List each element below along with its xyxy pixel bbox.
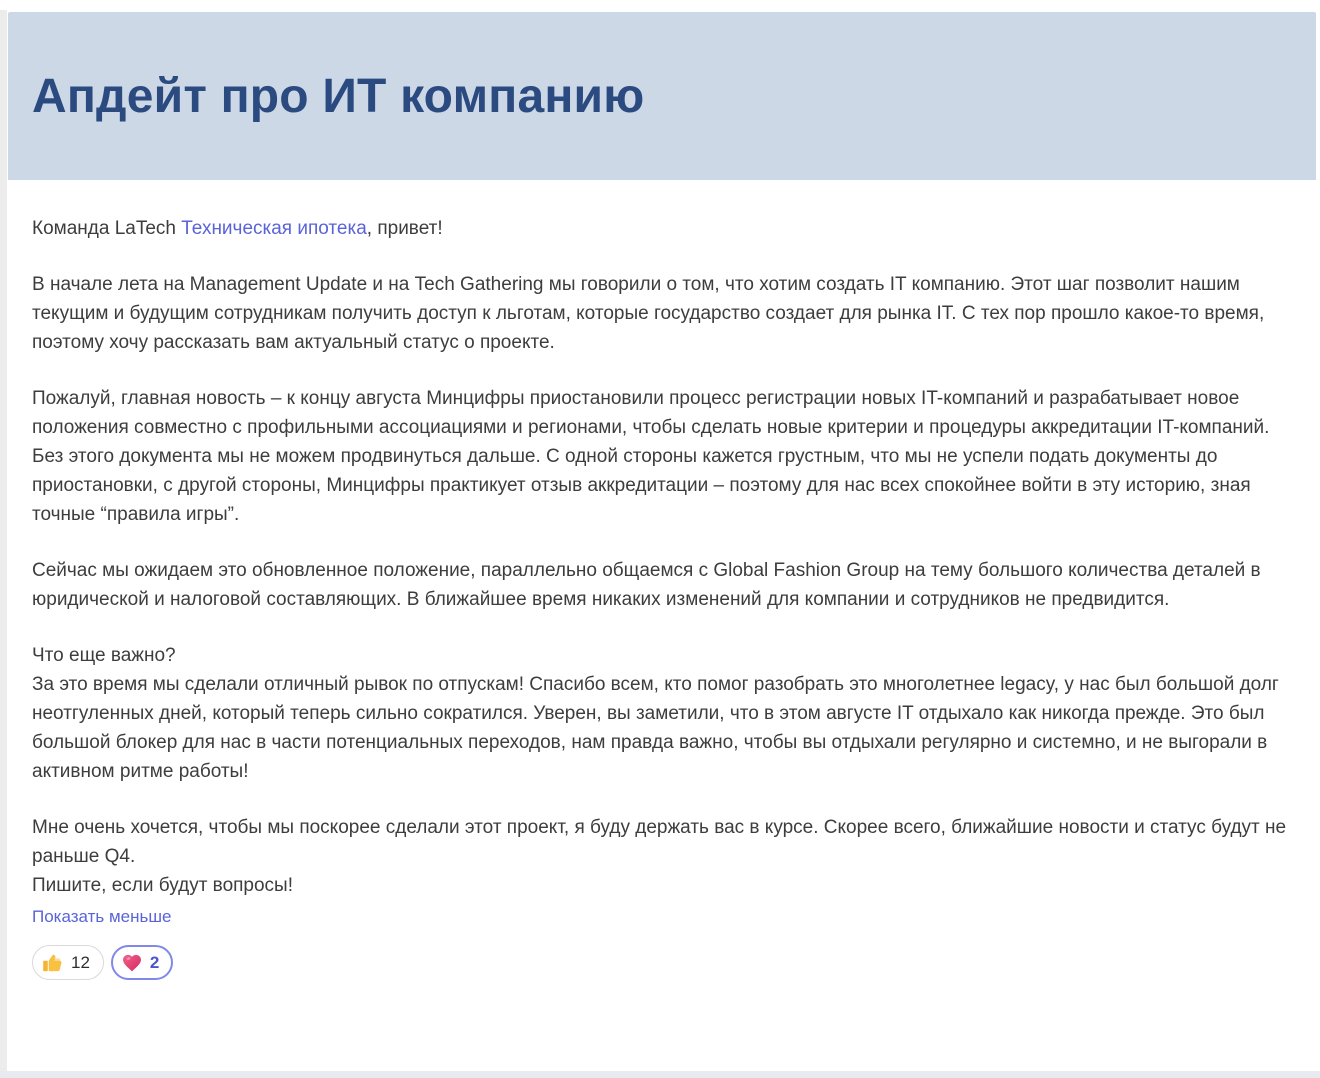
heart-count: 2 (149, 953, 160, 972)
paragraph (32, 270, 1290, 357)
paragraph (32, 641, 1290, 786)
paragraph-text: В начале лета на Management Update и на Tech Gathering мы говорили о том, что хотим создать IT компанию. Этот шаг позволит нашим текущим и будущим сотрудникам получить доступ к льготам, которые государство создает для рынка IT. С тех пор прошло какое-то время, поэтому хочу рассказать вам актуальный статус о проекте. (32, 274, 1265, 353)
post-title: Апдейт про ИТ компанию (32, 69, 645, 123)
paragraph-text: Сейчас мы ожидаем это обновленное положение, параллельно общаемся с Global Fashion Group на тему большого количества деталей в юридической и налоговой составляющих. В ближайшее время никаких изменений для компании и сотрудников не предвидится. (32, 560, 1261, 610)
page-left-edge (0, 10, 7, 1078)
reaction-thumbs-up-button[interactable] (32, 945, 104, 980)
paragraph-text: Что еще важно? (32, 645, 176, 666)
heart-icon (121, 952, 143, 974)
paragraph (32, 384, 1290, 529)
paragraph-text: Пожалуй, главная новость – к концу августа Минцифры приостановили процесс регистрации новых IT-компаний и разрабатывает новое положения совместно с профильными ассоциациями и регионами, чтобы сделать новые критерии и процедуры аккредитации IT-компаний. Без этого документа мы не можем продвинуться дальше. С одной стороны кажется грустным, что мы не успели подать документы до приостановки, с другой стороны, Минцифры практикует отзыв аккредитации – поэтому для нас всех спокойнее войти в эту историю, зная точные “правила игры”. (32, 388, 1270, 525)
next-section-divider (0, 1071, 1320, 1078)
post-body (8, 180, 1316, 990)
reaction-heart-button[interactable] (111, 945, 173, 980)
thumbs-up-icon (42, 952, 64, 974)
paragraph-text: За это время мы сделали отличный рывок по отпускам! Спасибо всем, кто помог разобрать это многолетнее legacy, у нас был большой долг неотгуленных дней, который теперь сильно сократился. Уверен, вы заметили, что в этом августе IT отдыхало как никогда прежде. Это был большой блокер для нас в части потенциальных переходов, нам правда важно, чтобы вы отдыхали регулярно и системно, и не выгорали в активном ритме работы! (32, 674, 1279, 782)
thumbs-up-count: 12 (71, 953, 90, 972)
paragraph-text: Пишите, если будут вопросы! (32, 875, 293, 896)
show-less-link[interactable]: Показать меньше (32, 907, 172, 926)
greeting-prefix: Команда LaTech (32, 218, 182, 239)
post-card (8, 12, 1316, 990)
paragraph-text: Мне очень хочется, чтобы мы поскорее сделали этот проект, я буду держать вас в курсе. Скорее всего, ближайшие новости и статус будут не раньше Q4. (32, 817, 1287, 867)
post-header (8, 12, 1316, 180)
team-link[interactable]: Техническая ипотека (181, 218, 367, 239)
reactions-bar (32, 945, 1290, 990)
greeting-suffix: , привет! (366, 218, 443, 239)
paragraph (32, 556, 1290, 614)
paragraph (32, 813, 1290, 900)
greeting-paragraph (32, 214, 1290, 243)
